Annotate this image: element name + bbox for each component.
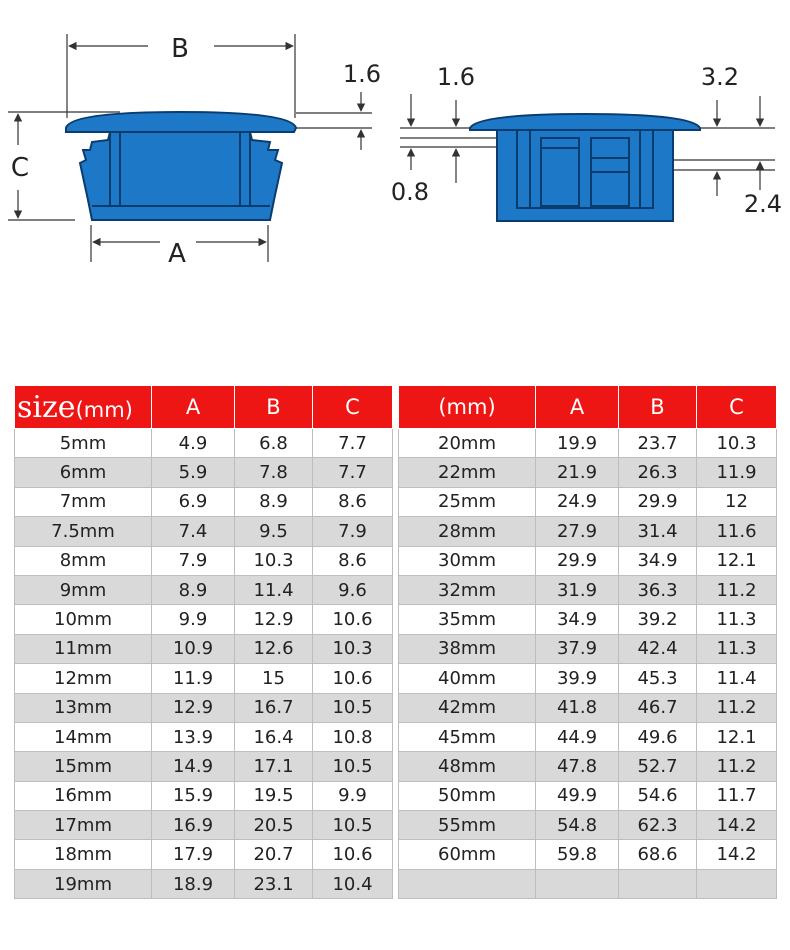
size-cell: 14mm — [15, 722, 152, 751]
size-cell: 35mm — [399, 605, 536, 634]
table-row — [15, 840, 393, 869]
size-header-unit: (mm) — [75, 397, 133, 422]
a-cell: 19.9 — [536, 429, 619, 458]
c-cell: 10.5 — [313, 693, 393, 722]
c-cell: 9.9 — [313, 781, 393, 810]
b-cell: 39.2 — [619, 605, 697, 634]
b-cell: 42.4 — [619, 634, 697, 663]
c-cell: 12.1 — [697, 722, 777, 751]
a-cell: 17.9 — [152, 840, 235, 869]
size-cell: 42mm — [399, 693, 536, 722]
table-row — [399, 722, 777, 751]
table-row — [15, 605, 393, 634]
size-header-word: size — [17, 389, 76, 425]
table-header-row — [15, 386, 393, 429]
c-cell: 8.6 — [313, 546, 393, 575]
table-row — [399, 429, 777, 458]
a-cell: 34.9 — [536, 605, 619, 634]
c-cell: 11.2 — [697, 752, 777, 781]
table-row — [399, 869, 777, 898]
b-cell: 20.5 — [235, 811, 313, 840]
size-cell: 7mm — [15, 487, 152, 516]
a-cell: 16.9 — [152, 811, 235, 840]
a-cell: 14.9 — [152, 752, 235, 781]
c-cell: 10.3 — [697, 429, 777, 458]
size-cell: 45mm — [399, 722, 536, 751]
size-cell: 48mm — [399, 752, 536, 781]
c-cell: 14.2 — [697, 840, 777, 869]
a-cell: 7.4 — [152, 517, 235, 546]
c-cell: 10.5 — [313, 811, 393, 840]
label-a: A — [168, 239, 186, 269]
table-row — [15, 546, 393, 575]
c-cell: 8.6 — [313, 487, 393, 516]
table-row — [399, 458, 777, 487]
size-cell: 40mm — [399, 664, 536, 693]
table-row — [15, 811, 393, 840]
a-cell: 37.9 — [536, 634, 619, 663]
b-cell: 7.8 — [235, 458, 313, 487]
size-cell: 9mm — [15, 575, 152, 604]
b-column-header: B — [619, 386, 697, 429]
c-cell: 11.3 — [697, 634, 777, 663]
size-cell: 38mm — [399, 634, 536, 663]
a-cell — [536, 869, 619, 898]
a-column-header: A — [152, 386, 235, 429]
size-column-header: (mm) — [399, 386, 536, 429]
c-cell: 11.7 — [697, 781, 777, 810]
c-cell: 7.7 — [313, 429, 393, 458]
size-cell: 30mm — [399, 546, 536, 575]
c-cell: 14.2 — [697, 811, 777, 840]
size-cell: 60mm — [399, 840, 536, 869]
b-cell: 6.8 — [235, 429, 313, 458]
label-b: B — [171, 34, 189, 64]
b-cell: 52.7 — [619, 752, 697, 781]
a-cell: 21.9 — [536, 458, 619, 487]
table-row — [15, 575, 393, 604]
a-cell: 7.9 — [152, 546, 235, 575]
b-cell: 16.7 — [235, 693, 313, 722]
c-cell: 10.3 — [313, 634, 393, 663]
table-row — [15, 458, 393, 487]
c-cell: 9.6 — [313, 575, 393, 604]
c-cell: 11.3 — [697, 605, 777, 634]
c-cell: 11.2 — [697, 575, 777, 604]
b-cell: 29.9 — [619, 487, 697, 516]
a-cell: 29.9 — [536, 546, 619, 575]
c-cell: 11.9 — [697, 458, 777, 487]
table-row — [15, 693, 393, 722]
size-cell: 10mm — [15, 605, 152, 634]
table-row — [15, 517, 393, 546]
size-cell: 17mm — [15, 811, 152, 840]
b-cell: 11.4 — [235, 575, 313, 604]
table-row — [15, 664, 393, 693]
a-column-header: A — [536, 386, 619, 429]
table-row — [399, 605, 777, 634]
table-row — [399, 546, 777, 575]
size-cell: 55mm — [399, 811, 536, 840]
table-row — [15, 722, 393, 751]
table-row — [399, 693, 777, 722]
size-table-left — [14, 385, 393, 899]
b-cell: 34.9 — [619, 546, 697, 575]
table-row — [15, 634, 393, 663]
table-row — [399, 487, 777, 516]
b-cell: 15 — [235, 664, 313, 693]
size-cell: 16mm — [15, 781, 152, 810]
a-cell: 47.8 — [536, 752, 619, 781]
size-cell: 19mm — [15, 869, 152, 898]
a-cell: 39.9 — [536, 664, 619, 693]
c-column-header: C — [313, 386, 393, 429]
b-cell: 12.9 — [235, 605, 313, 634]
b-cell: 68.6 — [619, 840, 697, 869]
table-row — [399, 664, 777, 693]
a-cell: 12.9 — [152, 693, 235, 722]
c-cell: 11.6 — [697, 517, 777, 546]
size-cell: 6mm — [15, 458, 152, 487]
size-cell: 18mm — [15, 840, 152, 869]
a-cell: 15.9 — [152, 781, 235, 810]
c-cell: 10.5 — [313, 752, 393, 781]
a-cell: 10.9 — [152, 634, 235, 663]
label-cap-thickness: 1.6 — [342, 60, 382, 88]
a-cell: 41.8 — [536, 693, 619, 722]
c-cell: 10.6 — [313, 664, 393, 693]
b-cell: 17.1 — [235, 752, 313, 781]
size-cell: 20mm — [399, 429, 536, 458]
b-cell: 8.9 — [235, 487, 313, 516]
b-cell: 36.3 — [619, 575, 697, 604]
table-row — [399, 811, 777, 840]
plug-cap — [66, 112, 296, 132]
a-cell: 31.9 — [536, 575, 619, 604]
a-cell: 27.9 — [536, 517, 619, 546]
table-row — [15, 781, 393, 810]
a-cell: 9.9 — [152, 605, 235, 634]
b-cell: 46.7 — [619, 693, 697, 722]
size-cell: 11mm — [15, 634, 152, 663]
b-cell: 16.4 — [235, 722, 313, 751]
table-row — [15, 429, 393, 458]
size-cell: 12mm — [15, 664, 152, 693]
table-row — [15, 869, 393, 898]
b-cell: 62.3 — [619, 811, 697, 840]
plug-side-view — [66, 112, 296, 220]
label-top-right: 3.2 — [700, 63, 740, 91]
a-cell: 59.8 — [536, 840, 619, 869]
b-cell: 31.4 — [619, 517, 697, 546]
size-cell: 32mm — [399, 575, 536, 604]
c-column-header: C — [697, 386, 777, 429]
table-body — [15, 429, 393, 899]
a-cell: 8.9 — [152, 575, 235, 604]
a-cell: 5.9 — [152, 458, 235, 487]
c-cell — [697, 869, 777, 898]
table-row — [399, 575, 777, 604]
size-cell: 7.5mm — [15, 517, 152, 546]
dimension-cap-thickness — [296, 92, 372, 150]
a-cell: 24.9 — [536, 487, 619, 516]
c-cell: 7.7 — [313, 458, 393, 487]
label-bottom-right: 2.4 — [743, 190, 783, 218]
size-cell: 50mm — [399, 781, 536, 810]
c-cell: 12.1 — [697, 546, 777, 575]
b-cell: 26.3 — [619, 458, 697, 487]
a-cell: 44.9 — [536, 722, 619, 751]
c-cell: 12 — [697, 487, 777, 516]
b-cell: 23.1 — [235, 869, 313, 898]
a-cell: 54.8 — [536, 811, 619, 840]
c-cell: 10.4 — [313, 869, 393, 898]
b-cell: 10.3 — [235, 546, 313, 575]
size-cell: 5mm — [15, 429, 152, 458]
table-row — [399, 634, 777, 663]
table-body — [399, 429, 777, 899]
plug-section-view — [470, 114, 700, 221]
size-cell: 8mm — [15, 546, 152, 575]
label-top-left: 1.6 — [436, 63, 476, 91]
table-row — [399, 781, 777, 810]
c-cell: 11.4 — [697, 664, 777, 693]
b-cell: 23.7 — [619, 429, 697, 458]
table-row — [15, 752, 393, 781]
size-cell: 22mm — [399, 458, 536, 487]
b-cell: 9.5 — [235, 517, 313, 546]
size-cell: 13mm — [15, 693, 152, 722]
table-row — [399, 752, 777, 781]
b-cell: 19.5 — [235, 781, 313, 810]
size-cell: 25mm — [399, 487, 536, 516]
label-c: C — [10, 153, 30, 183]
c-cell: 10.8 — [313, 722, 393, 751]
table-header-row — [399, 386, 777, 429]
b-cell — [619, 869, 697, 898]
a-cell: 6.9 — [152, 487, 235, 516]
size-table-right — [398, 385, 777, 899]
b-cell: 45.3 — [619, 664, 697, 693]
size-column-header — [15, 386, 152, 429]
a-cell: 11.9 — [152, 664, 235, 693]
b-cell: 54.6 — [619, 781, 697, 810]
c-cell: 10.6 — [313, 840, 393, 869]
b-column-header: B — [235, 386, 313, 429]
table-row — [399, 840, 777, 869]
c-cell: 11.2 — [697, 693, 777, 722]
size-cell: 28mm — [399, 517, 536, 546]
table-row — [399, 517, 777, 546]
b-cell: 49.6 — [619, 722, 697, 751]
b-cell: 12.6 — [235, 634, 313, 663]
dimension-diagram — [0, 0, 790, 300]
table-row — [15, 487, 393, 516]
c-cell: 7.9 — [313, 517, 393, 546]
a-cell: 18.9 — [152, 869, 235, 898]
label-bottom-left: 0.8 — [390, 178, 430, 206]
section-cap — [470, 114, 700, 130]
a-cell: 49.9 — [536, 781, 619, 810]
a-cell: 13.9 — [152, 722, 235, 751]
a-cell: 4.9 — [152, 429, 235, 458]
size-cell: 15mm — [15, 752, 152, 781]
b-cell: 20.7 — [235, 840, 313, 869]
size-cell — [399, 869, 536, 898]
c-cell: 10.6 — [313, 605, 393, 634]
